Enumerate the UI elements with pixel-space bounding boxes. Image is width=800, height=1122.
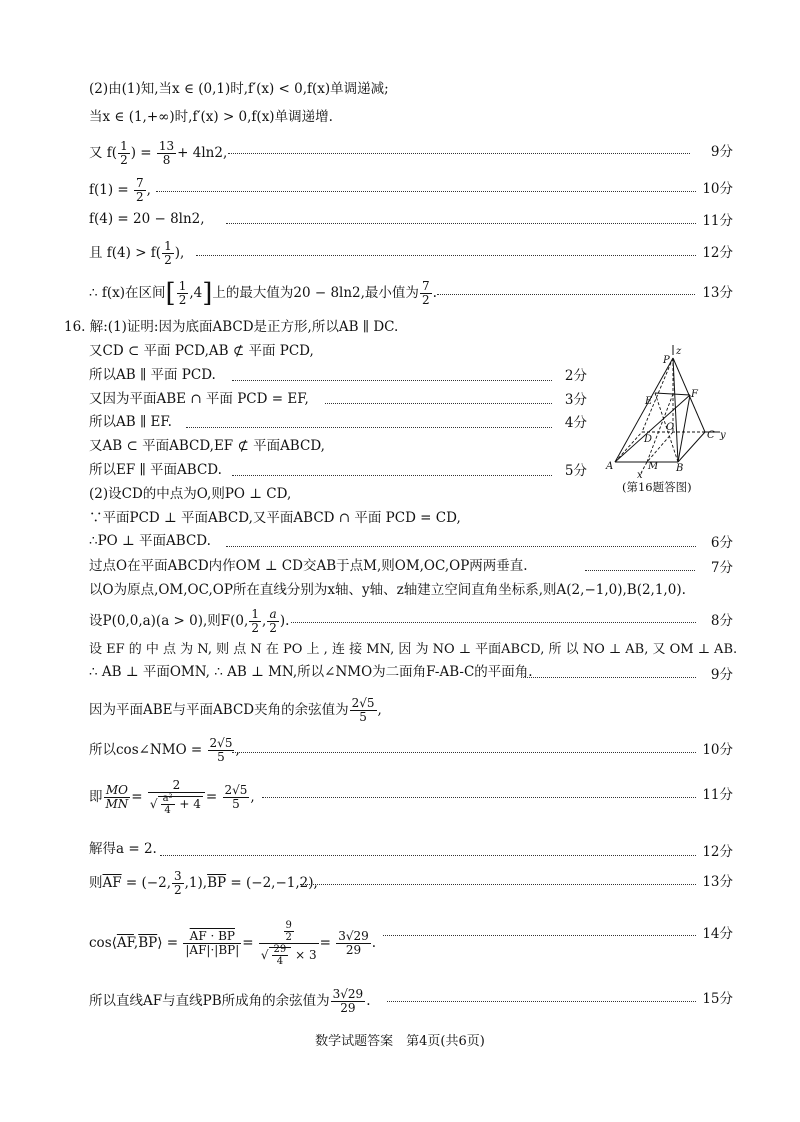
score-4: 4分 (564, 415, 587, 431)
part2-intro-line2: 当x ∈ (1,+∞)时,f′(x) > 0,f(x)单调递增. (89, 109, 333, 125)
q16-line8: ∵平面PCD ⊥ 平面ABCD,又平面ABCD ∩ 平面 PCD = CD, (89, 510, 461, 526)
eq-f1: f(1) = $\frac{7}{2}$ , (89, 176, 151, 204)
q16-line3: 又因为平面ABE ∩ 平面 PCD = EF, (89, 391, 309, 407)
dot-leader (291, 622, 696, 623)
dot-leader (196, 255, 696, 256)
score-15: 15分 (702, 991, 733, 1007)
q16-line13: 设 EF 的 中 点 为 N, 则 点 N 在 PO 上 , 连 接 MN, 因 为 NO ⊥ 平面ABCD, 所 以 NO ⊥ AB, 又 OM ⊥ AB. (89, 642, 738, 657)
score-14: 14分 (702, 926, 733, 942)
q16-line19: 则$\overline{AF} = (-2$, $\frac{3}{2}$ $,1),\overline{BP} = (-2,-1,2)$, (89, 869, 318, 897)
edge-pa (615, 358, 673, 462)
edge-pd (642, 358, 673, 432)
dot-leader (325, 403, 552, 404)
label-A: A (606, 461, 614, 472)
edge-bf (678, 395, 690, 462)
score-11b: 11分 (702, 787, 733, 803)
pyramid-figure (600, 345, 730, 480)
label-z: z (676, 346, 682, 357)
q16-line9: ∴PO ⊥ 平面ABCD. (89, 533, 211, 549)
score-9: 9分 (710, 144, 733, 160)
dot-leader (437, 294, 695, 295)
q16-line7: (2)设CD的中点为O,则PO ⊥ CD, (89, 486, 292, 502)
q16-line16: 所以cos∠NMO = $\frac{2√5}{5}$ , (89, 736, 240, 764)
score-12b: 12分 (702, 844, 733, 860)
label-M: M (648, 461, 659, 472)
label-y: y (720, 430, 726, 441)
q16-line21: 所以直线AF与直线PB所成角的余弦值为 $\frac{3√29}{29}$ . (89, 987, 371, 1015)
dot-leader (232, 475, 552, 476)
score-13b: 13分 (702, 874, 733, 890)
label-P: P (663, 355, 670, 366)
part2-intro-line1: (2)由(1)知,当x ∈ (0,1)时,f′(x) < 0,f(x)单调递减; (89, 81, 389, 97)
page-footer: 数学试题答案 第4页(共6页) (315, 1034, 485, 1049)
score-12: 12分 (702, 245, 733, 261)
dot-leader (300, 884, 696, 885)
eq-compare: 且 f(4) > f( $\frac{1}{2}$ ), (89, 239, 185, 267)
q16-heading: 16. 解:(1)证明:因为底面ABCD是正方形,所以AB ∥ DC. (64, 319, 399, 335)
dot-leader (521, 677, 696, 678)
score-10: 10分 (702, 181, 733, 197)
q16-line10: 过点O在平面ABCD内作OM ⊥ CD交AB于点M,则OM,OC,OP两两垂直. (89, 558, 528, 574)
score-8: 8分 (710, 613, 733, 629)
eq-conclusion: ∴ f(x)在区间[ $\frac{1}{2}$ ,4]上的最大值为20 − 8ln2,最小值为 $\frac{7}{2}$ . (89, 278, 437, 309)
q16-line12: 设P(0,0,a)(a > 0),则F(0, $\frac{1}{2}$ , $\frac{a}{2}$ ). (89, 607, 290, 635)
q16-line17: 即 $\frac{MO}{MN}$ = 2 √ $\frac{\text{a²}}{4}$ + 4 = $\frac{2√5}{5}$ , (89, 778, 255, 816)
label-D: D (644, 434, 653, 445)
dot-leader (186, 427, 552, 428)
q16-line11: 以O为原点,OM,OC,OP所在直线分别为x轴、y轴、z轴建立空间直角坐标系,则A(2,−1,0),B(2,1,0). (89, 582, 686, 598)
dot-leader (232, 752, 696, 753)
label-C: C (707, 430, 715, 441)
q16-line2: 所以AB ∥ 平面 PCD. (89, 367, 216, 383)
dot-leader (226, 546, 696, 547)
score-6: 6分 (710, 535, 733, 551)
score-2: 2分 (564, 368, 587, 384)
q16-line6: 所以EF ∥ 平面ABCD. (89, 462, 222, 478)
dot-leader (232, 380, 552, 381)
eq-f4: f(4) = 20 − 8ln2, (89, 211, 205, 227)
dot-leader (160, 855, 696, 856)
q16-line5: 又AB ⊂ 平面ABCD,EF ⊄ 平面ABCD, (89, 438, 325, 454)
q16-line18: 解得a = 2. (89, 841, 157, 857)
score-3: 3分 (564, 392, 587, 408)
dot-leader (262, 797, 696, 798)
label-F: F (691, 389, 698, 400)
edge-ad (615, 432, 642, 462)
score-5: 5分 (564, 463, 587, 479)
label-O: O (666, 422, 675, 433)
dot-leader (228, 153, 690, 154)
dot-leader (156, 191, 696, 192)
score-7: 7分 (710, 560, 733, 576)
q16-line14: ∴ AB ⊥ 平面OMN, ∴ AB ⊥ MN,所以∠NMO为二面角F-AB-C的平面角. (89, 664, 533, 680)
dot-leader (387, 1001, 696, 1002)
eq-f-half: 又 f( $\frac{1}{2}$ ) = $\frac{13}{8}$ + 4ln2, (89, 139, 228, 167)
q16-line15: 因为平面ABE与平面ABCD夹角的余弦值为 $\frac{2√5}{5}$ , (89, 696, 382, 724)
label-x: x (637, 470, 643, 480)
dot-leader (585, 570, 695, 571)
dot-leader (383, 935, 696, 936)
q16-line20: $\cos⟨\overline{AF},\overline{BP}⟩$ = $\frac{AF \cdot BP}{|AF|\cdot|BP|}$ = $\frac{9}{2}$ √ $\frac{29}{4}$ × 3 = $\frac{3√29}{29}$ . (89, 920, 377, 967)
score-10b: 10分 (702, 742, 733, 758)
edge-af (615, 395, 690, 462)
score-13: 13分 (702, 285, 733, 301)
label-E: E (645, 396, 653, 407)
edge-bc (678, 432, 705, 462)
q16-line4: 所以AB ∥ EF. (89, 414, 172, 430)
score-9b: 9分 (710, 667, 733, 683)
label-B: B (676, 463, 684, 474)
dot-leader (226, 223, 696, 224)
score-11: 11分 (702, 213, 733, 229)
q16-line1: 又CD ⊂ 平面 PCD,AB ⊄ 平面 PCD, (89, 343, 314, 359)
figure-caption: (第16题答图) (622, 480, 692, 494)
